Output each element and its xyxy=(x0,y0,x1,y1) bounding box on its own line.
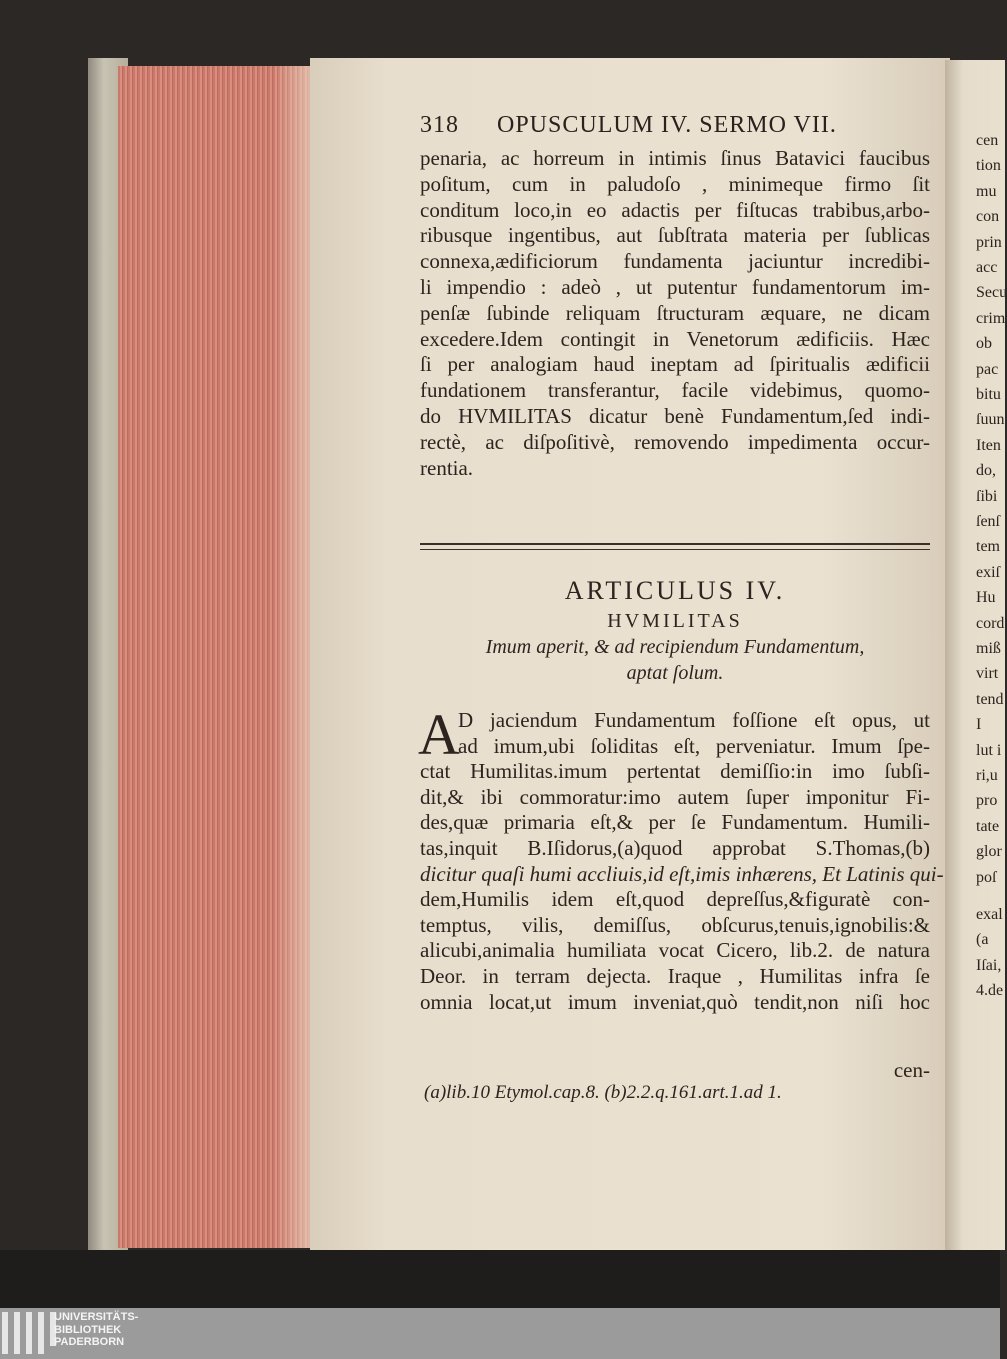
right-page-fragment: (a xyxy=(976,931,989,949)
right-page-fragment: 4.de xyxy=(976,982,1004,1000)
right-page-fragment: mu xyxy=(976,182,997,200)
text-line: connexa,ædificiorum fundamenta jaciuntur incredibi- xyxy=(420,249,930,274)
right-page-fragment: tem xyxy=(976,538,1000,556)
text-line: omnia locat,ut imum inveniat,quò tendit,non niſi hoc xyxy=(420,989,930,1014)
text-line: Deor. in terram dejecta. Iraque , Humilitas infra ſe xyxy=(420,964,930,988)
text-line: penaria, ac horreum in intimis ſinus Batavici faucibus xyxy=(420,146,930,170)
article-subtitle-line2: Imum aperit, & ad recipiendum Fundamentum, xyxy=(485,636,865,658)
right-page-fragment: crim xyxy=(976,309,1006,327)
right-page-fragment: do, xyxy=(976,462,996,480)
text-line: dit,& ibi commoratur:imo autem ſuper imponitur Fi- xyxy=(420,784,930,809)
right-page-fragment: tate xyxy=(976,817,1000,835)
right-page-fragment: poſ xyxy=(976,868,997,886)
text-line: fundationem transferantur, facile videbimus, quomo- xyxy=(420,378,930,403)
text-line: dicitur quaſi humi accliuis,id eſt,imis inhærens, Et Latinis qui- xyxy=(420,861,944,886)
text-line: poſitum, cum in paludoſo , minimeque firmo ſit xyxy=(420,171,930,196)
right-page-fragment: ſenſ xyxy=(976,513,1000,530)
right-page-fragment: cen xyxy=(976,132,999,149)
right-page-fragment: miß xyxy=(976,640,1001,657)
text-line: ribusque ingentibus, aut ſubſtrata materia per ſublicas xyxy=(420,223,930,248)
right-page-fragment: exiſ xyxy=(976,563,1000,581)
drop-cap: A xyxy=(418,702,460,767)
right-page-fragment: exal xyxy=(976,906,1003,923)
right-page-fragment: ri,u xyxy=(976,767,998,784)
running-head-title: OPUSCULUM IV. SERMO VII. xyxy=(497,112,837,138)
text-line: ſi per analogiam haud ineptam ad ſpiritualis ædificii xyxy=(420,352,930,377)
right-page-fragment: lut i xyxy=(976,741,1002,759)
right-page-fragment: pac xyxy=(976,360,999,378)
right-page-fragment: glor xyxy=(976,843,1002,861)
running-head xyxy=(420,112,837,139)
right-page-fragment: cord xyxy=(976,614,1005,632)
text-line: conditum loco,in eo adactis per fiſtucas trabibus,arbo- xyxy=(420,197,930,222)
article-subtitle-line3: aptat ſolum. xyxy=(626,662,724,684)
text-line: dem,Humilis idem eſt,quod depreſſus,&figuratè con- xyxy=(420,887,930,912)
text-line: rentia. xyxy=(420,455,474,480)
text-line: des,quæ primaria eſt,& per ſe Fundamentum. Humili- xyxy=(420,810,930,835)
article-title: ARTICULUS IV. xyxy=(564,576,786,605)
scan-background xyxy=(0,1250,1000,1308)
text-line: ad imum,ubi ſoliditas eſt, perveniatur. Imum ſpe- xyxy=(458,733,930,758)
text-line: penſæ ſubinde reliquam ſtructuram æquare, ne dicam xyxy=(420,300,930,325)
right-page-fragment: ob xyxy=(976,335,992,353)
right-page-fragment: prin xyxy=(976,233,1002,251)
right-page-fragment: Iten xyxy=(976,436,1001,454)
right-page-fragment: Secu xyxy=(976,284,1007,302)
right-page-fragment: ſuun xyxy=(976,411,1005,429)
library-logo xyxy=(54,1311,138,1349)
logo-line-2: BIBLIOTHEK xyxy=(54,1323,122,1336)
text-line: li impendio : adeò , ut putentur fundamentorum im- xyxy=(420,275,930,299)
text-line: alicubi,animalia humiliata vocat Cicero, lib.2. de natura xyxy=(420,938,930,963)
article-subtitle: HVMILITAS xyxy=(607,610,743,632)
footer-bar xyxy=(0,1308,1000,1359)
right-page-fragment: Hu xyxy=(976,589,996,607)
text-line: do HVMILITAS dicatur benè Fundamentum,ſed indi- xyxy=(420,404,930,428)
text-line: temptus, vilis, demiſſus, obſcurus,tenuis,ignobilis:& xyxy=(420,912,930,937)
text-line: D jaciendum Fundamentum foſſione eſt opus, ut xyxy=(458,708,930,732)
page-number: 318 xyxy=(420,112,459,138)
right-page-fragment: I xyxy=(976,716,982,734)
library-logo-icon xyxy=(2,1312,56,1354)
catchword: cen- xyxy=(893,1058,930,1082)
right-page-fragment: pro xyxy=(976,792,998,810)
logo-line-3: PADERBORN xyxy=(54,1336,125,1348)
right-page-fragment: virt xyxy=(976,665,999,683)
right-page-fragment: acc xyxy=(976,259,998,276)
right-page-fragment: tion xyxy=(976,157,1001,175)
right-page-fragment: bitu xyxy=(976,386,1001,403)
text-line: rectè, ac diſpoſitivè, removendo impedimenta occur- xyxy=(420,429,930,454)
text-line: ctat Humilitas.imum pertentat demiſſio:in imo ſubſi- xyxy=(420,759,930,784)
logo-line-1: UNIVERSITÄTS- xyxy=(54,1311,139,1323)
text-line: excedere.Idem contingit in Venetorum ædificiis. Hæc xyxy=(420,326,930,351)
text-line: tas,inquit B.Iſidorus,(a)quod approbat S.Thomas,(b) xyxy=(420,836,930,860)
right-page-fragment: tend xyxy=(976,690,1004,708)
footnote: (a)lib.10 Etymol.cap.8. (b)2.2.q.161.art.1.ad 1. xyxy=(424,1082,782,1103)
page-edges xyxy=(118,66,312,1248)
section-divider xyxy=(420,543,930,550)
right-page-fragment: ſibi xyxy=(976,487,998,505)
right-page-fragment: Iſai, xyxy=(976,956,1002,974)
right-page-fragment: con xyxy=(976,208,1000,226)
